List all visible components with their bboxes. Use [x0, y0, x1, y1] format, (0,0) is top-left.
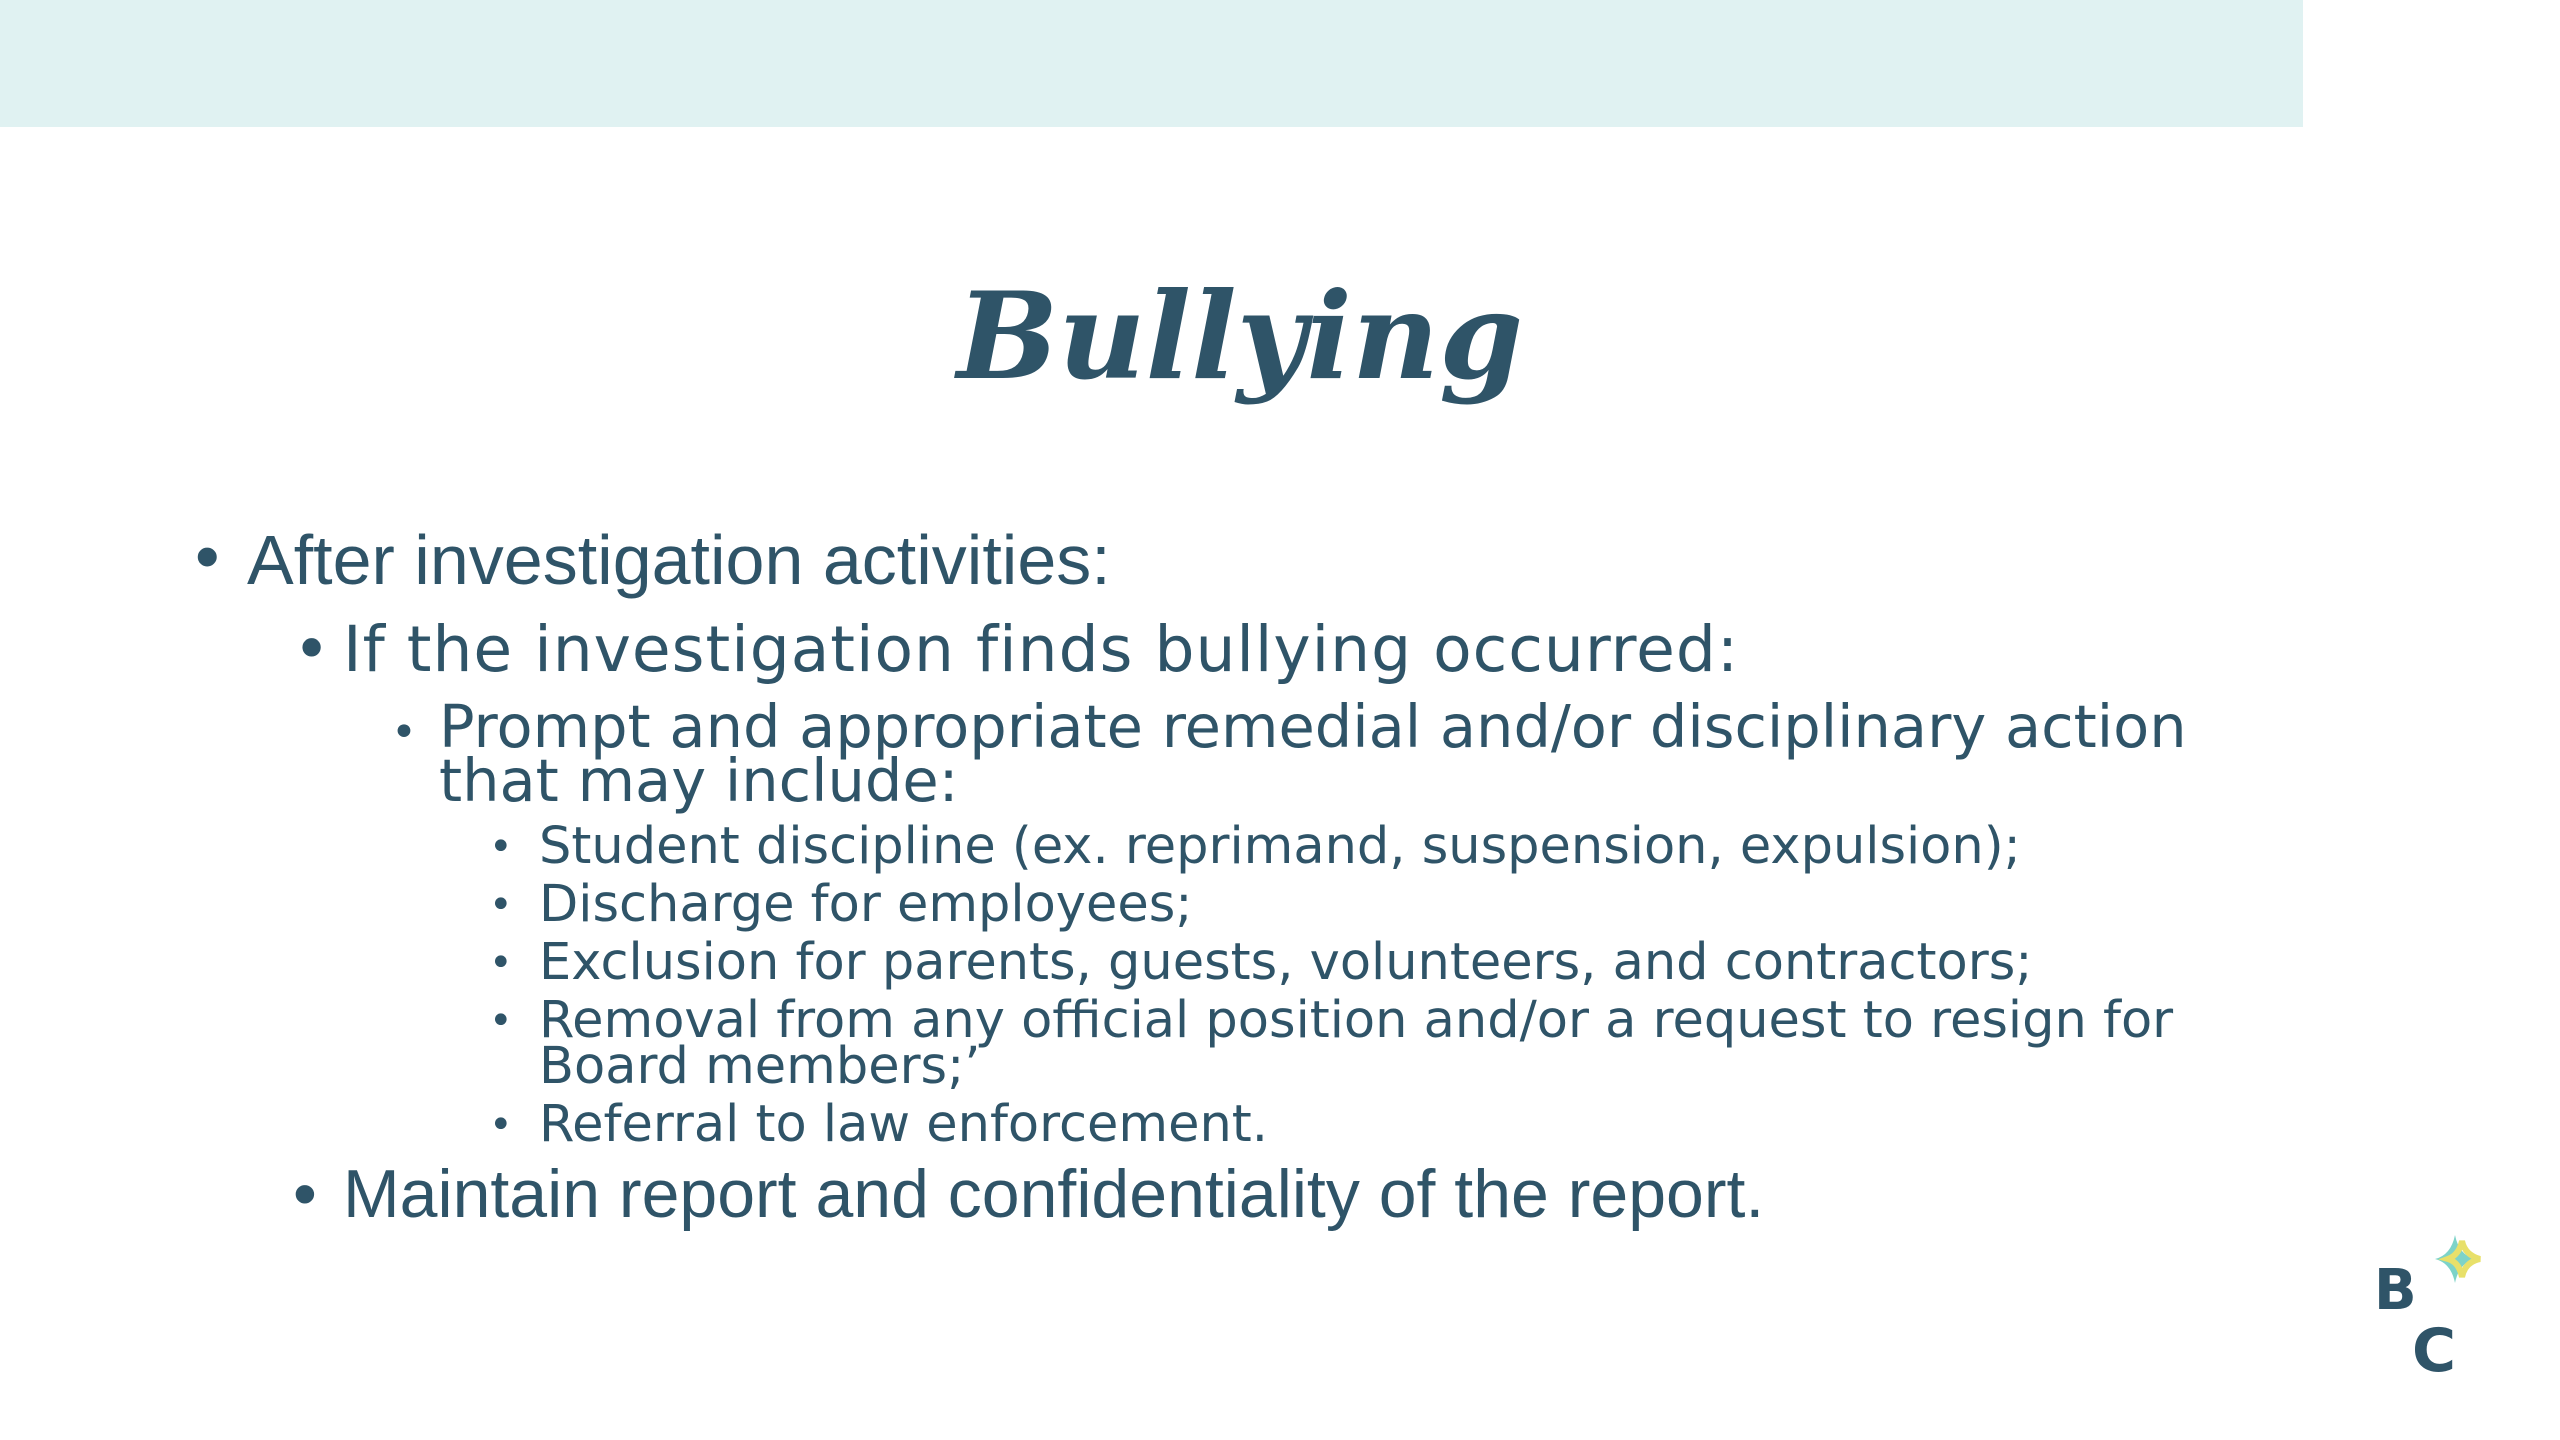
list-item-text: Maintain report and confidentiality of the report. — [343, 1156, 1765, 1232]
bullet-icon: • — [293, 1156, 317, 1232]
bullet-icon: • — [489, 998, 513, 1044]
bullet-icon: • — [195, 517, 220, 595]
bullet-icon: • — [489, 1102, 513, 1148]
list-item-text: Exclusion for parents, guests, volunteers, and contractors; — [539, 933, 2033, 992]
list-item-text: Student discipline (ex. reprimand, suspension, expulsion); — [539, 817, 2021, 876]
bullet-list — [195, 512, 2255, 1236]
bullet-icon: • — [391, 707, 417, 758]
list-item — [489, 876, 2255, 934]
logo-letter-c: C — [2412, 1316, 2457, 1385]
list-item-text: Removal from any official position and/or a request to resign for Board members;’ — [539, 991, 2174, 1096]
logo-letter-b: B — [2374, 1258, 2417, 1323]
bullet-icon: • — [489, 940, 513, 986]
list-item — [195, 512, 2255, 608]
list-item — [293, 608, 2255, 692]
bc-logo — [2370, 1225, 2500, 1385]
list-item-text: Prompt and appropriate remedial and/or disciplinary action that may include: — [439, 692, 2187, 815]
list-item-text: If the investigation finds bullying occurred: — [343, 613, 1740, 686]
bullet-icon: • — [293, 613, 332, 686]
list-item-text: Referral to law enforcement. — [539, 1095, 1268, 1154]
bullet-icon: • — [489, 882, 513, 928]
list-item — [489, 992, 2255, 1096]
list-item — [489, 934, 2255, 992]
sparkle-icon — [2435, 1235, 2480, 1283]
slide-title: Bullying — [956, 266, 1524, 407]
list-item — [293, 1152, 2255, 1236]
list-item-text: After investigation activities: — [247, 521, 1111, 599]
header-band — [0, 0, 2303, 127]
list-item — [489, 1096, 2255, 1152]
list-item — [489, 818, 2255, 876]
bullet-icon: • — [489, 824, 513, 870]
list-item — [391, 692, 2255, 818]
list-item-text: Discharge for employees; — [539, 875, 1193, 934]
